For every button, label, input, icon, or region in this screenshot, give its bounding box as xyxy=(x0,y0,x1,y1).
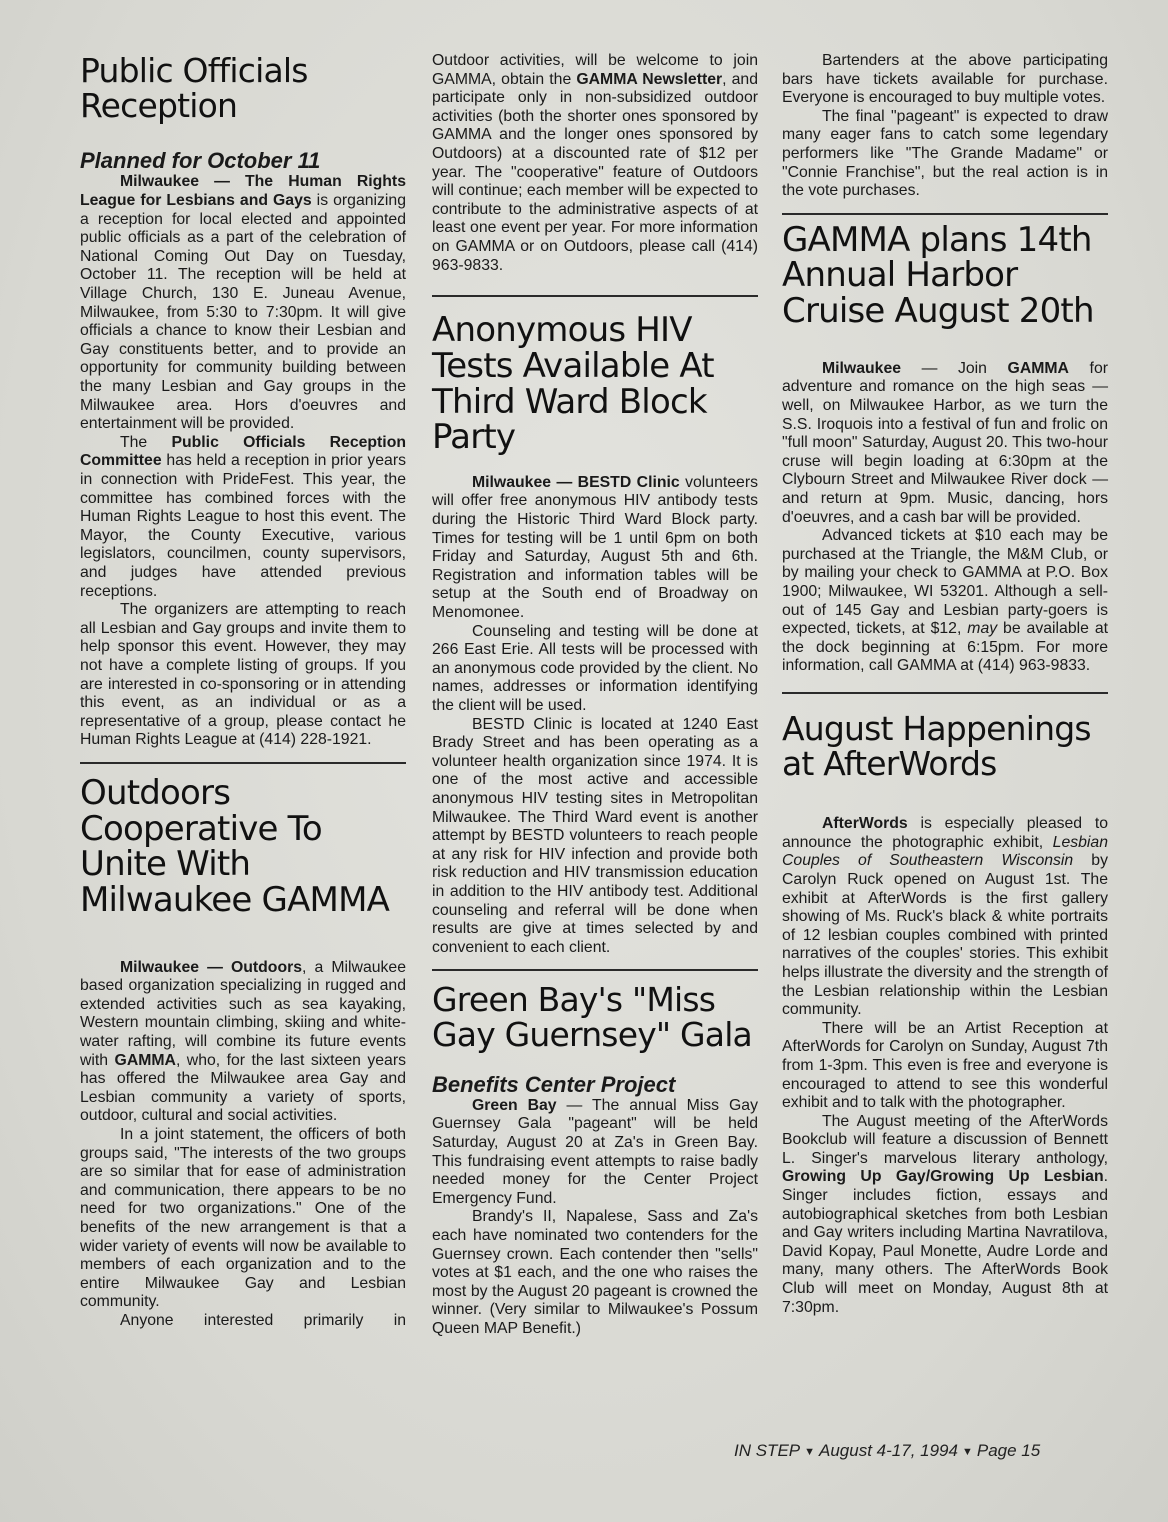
paragraph: Bartenders at the above participating bars have tickets available for purchase. Everyone is encouraged to buy multiple votes. xyxy=(782,52,1108,107)
column-3 xyxy=(782,52,1108,1317)
divider xyxy=(80,762,406,764)
paragraph: The final "pageant" is expected to draw many eager fans to catch some legendary performers like "The Grande Madame" or "Connie Franchise", but the real action is in the vote purchases. xyxy=(782,107,1108,200)
paragraph: Milwaukee — Outdoors, a Milwaukee based organization specializing in rugged and extended activities such as sea kayaking, Western mountain climbing, skiing and white-water rafting, will combine its future events with GAMMA, who, for the last sixteen years has offered the Milwaukee area Gay and Lesbian community a variety of sports, outdoor, cultural and social activities. xyxy=(80,958,406,1125)
page-number: Page 15 xyxy=(976,1441,1041,1460)
paragraph: In a joint statement, the officers of both groups said, "The interests of the two groups are so similar that for ease of administration and communication, there appears to be no need for two organizations." One of the benefits of the new arrangement is that a wider variety of events will now be available to members of each organization and to the entire Milwaukee Gay and Lesbian community. xyxy=(80,1125,406,1311)
page-footer xyxy=(734,1441,1094,1461)
divider xyxy=(782,213,1108,215)
paragraph: Milwaukee — BESTD Clinic volunteers will offer free anonymous HIV antibody tests during the Historic Third Ward Block party. Times for testing will be 1 until 6pm on both Friday and Saturday, August 5th and 6th. Registration and information tables will be setup at the South end of Broadway on Menomonee. xyxy=(432,473,758,622)
headline-afterwords: August Happenings at AfterWords xyxy=(782,708,1091,783)
subhead-october-11: Planned for October 11 xyxy=(80,148,321,174)
paragraph: The Public Officials Reception Committee has held a reception in prior years in connection with PrideFest. This year, the committee has combined forces with the Human Rights League to host this event. The Mayor, the County Executive, various legislators, councilmen, county supervisors, and judges have attended previous receptions. xyxy=(80,433,406,600)
paragraph: Milwaukee — Join GAMMA for adventure and romance on the high seas — well, on Milwaukee Harbor, as we turn the S.S. Iroquois into a festival of fun and frolic on "full moon" Saturday, August 20. This two-hour cruse will begin loading at 6:30pm at the Clybourn Street and Milwaukee River dock — and return at 9pm. Music, dancing, hors d'oeuvres, and a cash bar will be provided. xyxy=(782,359,1108,526)
column-1 xyxy=(80,52,406,1331)
article-afterwords xyxy=(782,708,1108,1317)
issue-date: August 4-17, 1994 xyxy=(819,1441,958,1460)
paragraph: Brandy's II, Napalese, Sass and Za's each have nominated two contenders for the Guernsey crown. Each contender then "sells" votes at $1 each, and the one who raises the most by the August 20 pageant is crowned the winner. (Very similar to Milwaukee's Possum Queen MAP Benefit.) xyxy=(432,1208,758,1337)
divider xyxy=(432,969,758,971)
article-hiv xyxy=(432,310,758,957)
headline-harbor-cruise: GAMMA plans 14th Annual Harbor Cruise August 20th xyxy=(782,219,1094,332)
triangle-separator-icon: ▼ xyxy=(804,1445,816,1458)
article-green-bay-continued xyxy=(782,52,1108,201)
paragraph: Milwaukee — The Human Rights League for Lesbians and Gays is organizing a reception for local elected and appointed public officials as a part of the celebration of National Coming Out Day on Tuesday, October 11. The reception will be held at Village Church, 130 E. Juneau Avenue, Milwaukee, from 5:30 to 7:30pm. It will give officials a chance to know their Lesbian and Gay constituents better, and to provide an opportunity for community building between the many Lesbian and Gay groups in the Milwaukee area. Hors d'oeuvres and entertainment will be provided. xyxy=(80,173,406,433)
divider xyxy=(432,295,758,297)
paragraph: There will be an Artist Reception at AfterWords for Carolyn on Sunday, August 7th from 1-3pm. This even is free and everyone is encouraged to attend to see this wonderful exhibit and to talk with the photographer. xyxy=(782,1019,1108,1112)
article-harbor-cruise xyxy=(782,219,1108,676)
article-green-bay xyxy=(432,980,758,1338)
paragraph: The August meeting of the AfterWords Bookclub will feature a discussion of Bennett L. Singer's marvelous literary anthology, Growing Up Gay/Growing Up Lesbian. Singer includes fiction, essays and autobiographical sketches from both Lesbian and Gay writers including Martina Navratilova, David Kopay, Paul Monette, Audre Lorde and many, many others. The AfterWords Book Club will meet on Monday, August 8th at 7:30pm. xyxy=(782,1112,1108,1316)
paragraph: Outdoor activities, will be welcome to join GAMMA, obtain the GAMMA Newsletter, and participate only in non-subsidized outdoor activities (both the shorter ones sponsored by GAMMA and the longer ones sponsored by Outdoors) at a discounted rate of $12 per year. The "cooperative" feature of Outdoors will continue; each member will be expected to contribute to the administrative aspects of at least one event per year. For more information on GAMMA or on Outdoors, please call (414) 963-9833. xyxy=(432,52,759,274)
paragraph: Counseling and testing will be done at 266 East Erie. All tests will be processed with an anonymous code provided by the client. No names, addresses or information identifying the client will be used. xyxy=(432,622,758,714)
paragraph: Anyone interested primarily in xyxy=(120,1311,406,1329)
column-2 xyxy=(432,52,758,1339)
publication-name: IN STEP xyxy=(734,1441,801,1460)
article-public-officials xyxy=(80,51,406,750)
article-outdoors-continued xyxy=(432,52,758,275)
paragraph: The organizers are attempting to reach all Lesbian and Gay groups and invite them to help sponsor this event. However, they may not have a complete listing of groups. If you are interested in co-sponsoring or in attending this event, as an individual or as a representative of a group, please contact he Human Rights League at (414) 228-1921. xyxy=(80,601,406,749)
subhead-benefits-center: Benefits Center Project xyxy=(432,1071,676,1097)
paragraph: Green Bay — The annual Miss Gay Guernsey Gala "pageant" will be held Saturday, August 20 at Za's in Green Bay. This fundraising event attempts to raise badly needed money for the Center Project Emergency Fund. xyxy=(432,1096,758,1207)
headline-public-officials: Public Officials Reception xyxy=(80,51,308,125)
paragraph: AfterWords is especially pleased to announce the photographic exhibit, Lesbian Couples of Southeastern Wisconsin by Carolyn Ruck opened on August 1st. The exhibit at AfterWords is the first gallery showing of Ms. Ruck's black & white portraits of 12 lesbian couples combined with printed narratives of the couples' stories. This exhibit helps illustrate the diversity and the strength of the Lesbian relationship within the Lesbian community. xyxy=(782,815,1108,1019)
headline-outdoors: Outdoors Cooperative To Unite With Milwaukee GAMMA xyxy=(80,772,390,920)
triangle-separator-icon: ▼ xyxy=(961,1445,973,1458)
article-outdoors xyxy=(80,772,406,1331)
paragraph: BESTD Clinic is located at 1240 East Brady Street and has been operating as a volunteer health organization since 1974. It is one of the most active and accessible anonymous HIV testing sites in Metropolitan Milwaukee. The Third Ward event is another attempt by BESTD volunteers to reach people at any risk for HIV infection and provide both risk reduction and HIV transmission education in addition to the HIV antibody test. Additional counseling and referral will be done when results are give at times selected by and convenient to each client. xyxy=(432,715,758,956)
headline-green-bay: Green Bay's "Miss Gay Guernsey" Gala xyxy=(432,980,752,1054)
paragraph: Advanced tickets at $10 each may be purchased at the Triangle, the M&M Club, or by mailing your check to GAMMA at P.O. Box 1900; Milwaukee, WI 53201. Although a sell-out of 145 Gay and Lesbian party-goers is expected, tickets, at $12, may be available at the dock beginning at 6:15pm. For more information, call GAMMA at (414) 963-9833. xyxy=(782,527,1108,675)
headline-hiv: Anonymous HIV Tests Available At Third Ward Block Party xyxy=(432,310,714,458)
divider xyxy=(782,692,1108,694)
